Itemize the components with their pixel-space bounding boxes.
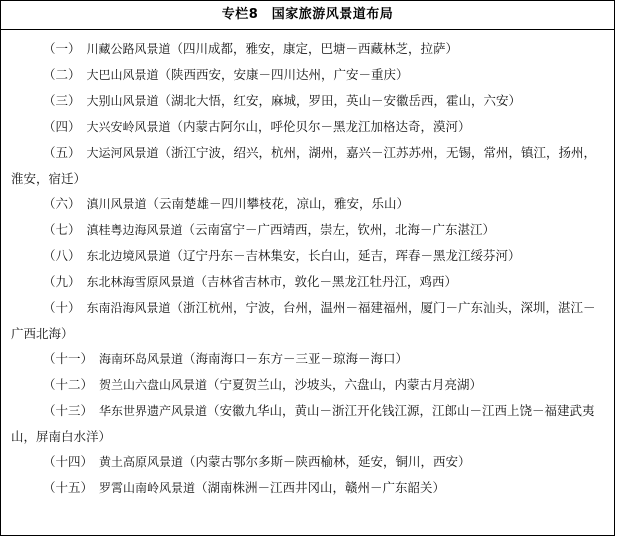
route-item — [11, 36, 606, 62]
route-name: 大别山风景道 — [86, 94, 159, 108]
route-item — [11, 243, 606, 269]
route-item — [11, 62, 606, 88]
route-span: （内蒙古鄂尔多斯－陕西榆林，延安，铜川，西安） — [183, 454, 471, 469]
route-number: （四） — [43, 119, 81, 134]
route-item — [11, 217, 606, 243]
route-span: （浙江杭州，宁波，台州，温州－福建福州，厦门－广东汕头，深圳，湛江－广西北海） — [11, 300, 596, 341]
route-span: （海南海口－东方－三亚－琼海－海口） — [183, 351, 409, 366]
route-name: 罗霄山南岭风景道 — [99, 481, 196, 495]
route-name: 滇桂粤边海风景道 — [86, 223, 183, 237]
route-span: （浙江宁波，绍兴，杭州，湖州，嘉兴－江苏苏州，无锡，常州，镇江，扬州，淮安，宿迁） — [11, 145, 597, 186]
route-item — [11, 140, 606, 191]
route-name: 川藏公路风景道 — [86, 42, 171, 56]
route-item — [11, 475, 606, 501]
route-name: 海南环岛风景道 — [99, 352, 184, 366]
route-number: （五） — [43, 145, 81, 160]
route-item — [11, 269, 606, 295]
route-number: （九） — [43, 274, 81, 289]
route-span: （湖南株洲－江西井冈山，赣州－广东韶关） — [195, 480, 446, 495]
route-number: （八） — [43, 248, 81, 263]
route-number: （十） — [43, 300, 81, 315]
route-number: （七） — [43, 222, 81, 237]
route-number: （十四） — [43, 454, 94, 469]
route-item — [11, 372, 606, 398]
route-number: （三） — [43, 93, 81, 108]
route-span: （四川成都，雅安，康定，巴塘－西藏林芝，拉萨） — [170, 41, 459, 56]
route-number: （二） — [43, 67, 81, 82]
route-number: （十三） — [43, 403, 94, 418]
route-span: （吉林省吉林市，敦化－黑龙江牡丹江，鸡西） — [194, 274, 458, 289]
route-item — [11, 398, 606, 449]
route-name: 东北林海雪原风景道 — [86, 275, 195, 289]
route-item — [11, 295, 606, 346]
route-number: （六） — [43, 196, 81, 211]
route-item — [11, 114, 606, 140]
route-number: （十二） — [43, 377, 94, 392]
route-name: 大巴山风景道 — [86, 68, 159, 82]
route-number: （十一） — [43, 351, 94, 366]
route-name: 东南沿海风景道 — [86, 301, 171, 315]
route-span: （云南楚雄－四川攀枝花，凉山，雅安，乐山） — [146, 196, 410, 211]
route-name: 大运河风景道 — [86, 146, 159, 160]
route-span: （湖北大悟，红安，麻城，罗田，英山－安徽岳西，霍山，六安） — [158, 93, 522, 108]
route-item — [11, 449, 606, 475]
route-item — [11, 191, 606, 217]
route-span: （宁夏贺兰山，沙坡头，六盘山，内蒙古月亮湖） — [207, 377, 483, 392]
route-name: 滇川风景道 — [86, 197, 147, 211]
route-name: 东北边境风景道 — [86, 249, 171, 263]
route-span: （内蒙古阿尔山，呼伦贝尔－黑龙江加格达奇，漠河） — [170, 119, 471, 134]
table-title: 专栏8 国家旅游风景道布局 — [1, 1, 614, 30]
route-name: 大兴安岭风景道 — [86, 120, 171, 134]
route-span: （陕西西安，安康－四川达州，广安－重庆） — [158, 67, 409, 82]
route-list — [1, 30, 614, 501]
route-number: （一） — [43, 41, 81, 56]
route-name: 黄土高原风景道 — [99, 455, 184, 469]
route-name: 华东世界遗产风景道 — [99, 404, 208, 418]
route-item — [11, 88, 606, 114]
route-name: 贺兰山六盘山风景道 — [99, 378, 208, 392]
route-number: （十五） — [43, 480, 94, 495]
route-item — [11, 346, 606, 372]
route-span: （安徽九华山，黄山－浙江开化钱江源，江郎山－江西上饶－福建武夷山，屏南白水洋） — [11, 403, 595, 444]
route-span: （辽宁丹东－吉林集安，长白山，延吉，珲春－黑龙江绥芬河） — [170, 248, 521, 263]
route-span: （云南富宁－广西靖西，崇左，钦州，北海－广东湛江） — [182, 222, 496, 237]
